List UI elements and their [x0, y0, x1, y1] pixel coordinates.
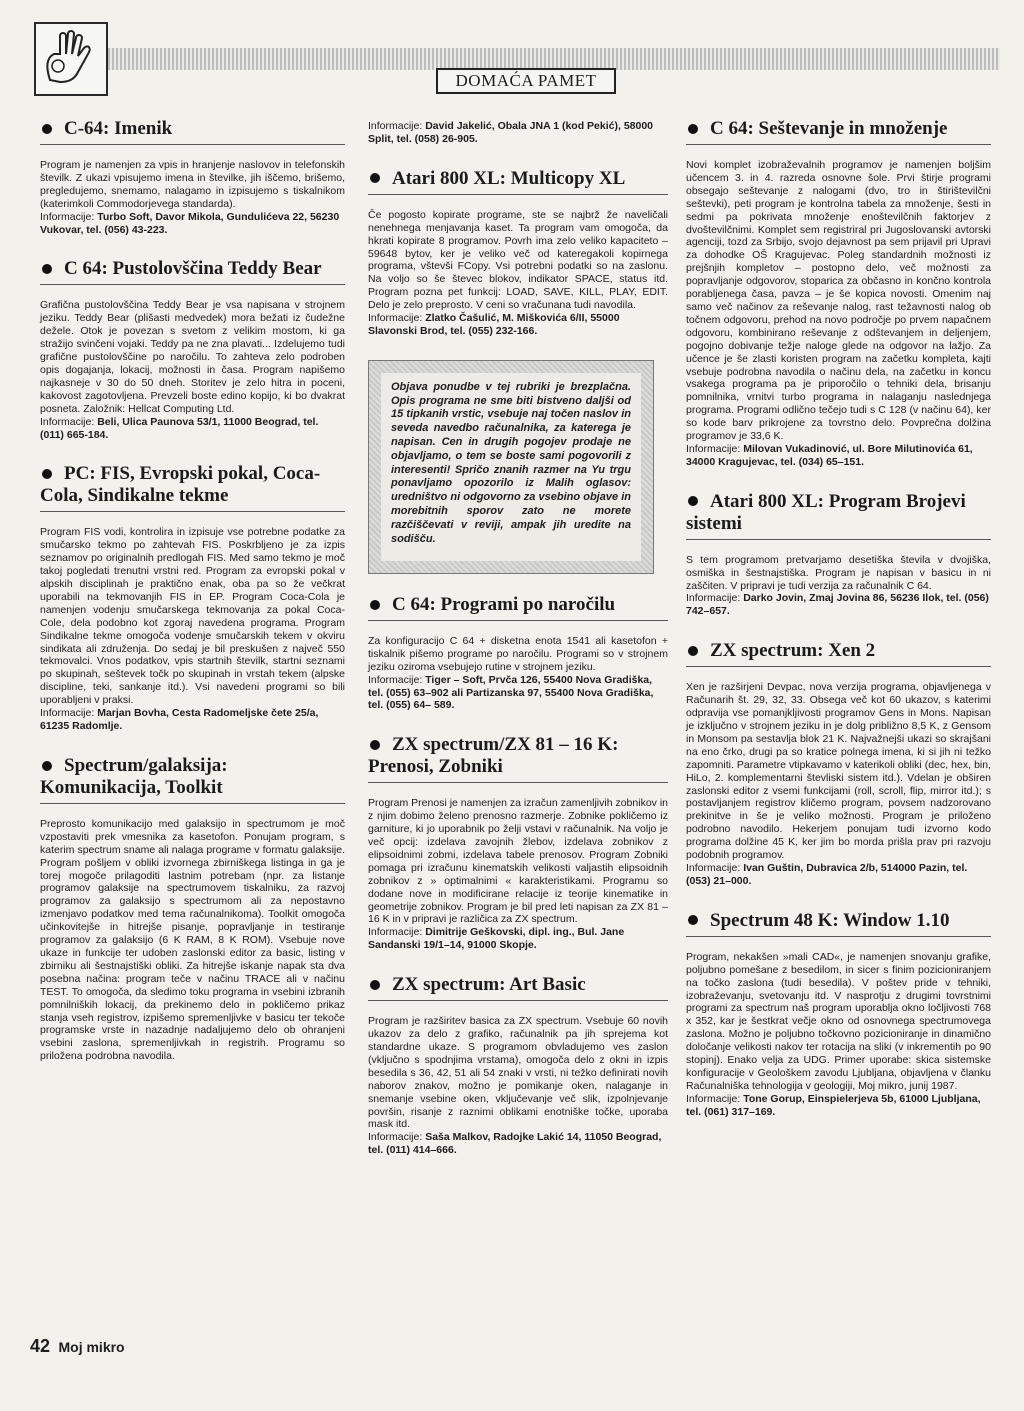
article-info: Informacije: Zlatko Čašulić, M. Miškovića 6/II, 55000 Slavonski Brod, tel. (055) 232-166. — [368, 312, 620, 337]
magazine-name: Moj mikro — [58, 1339, 125, 1355]
article — [40, 118, 345, 236]
bullet-icon — [688, 496, 698, 506]
article — [368, 168, 668, 338]
bullet-icon — [370, 600, 380, 610]
article-body: Program FIS vodi, kontrolira in izpisuje vse potrebne podatke za smučarsko tekmo po zahtevah FIS. Poskrbljeno je za izpis seznamov po originalnih predlogah FIS. Med samo tekmo je moč takoj pogledati trenutni vrstni red. Program za evropski pokal v alpskih disciplinah je praktično enak, oba pa so že večkrat uporabili na tekmovanjih FIS in EP. Program Coca-Cola je namenjen vodenju smučarskega tekmovanja za pokal Coca-Cole, dela podobno kot zgoraj navedena programa. Program Sindikalne tekme omogoča vodenje smučarskih tekem v okviru sindikata ali združenja. Do sedaj je bil preskušen z največ 550 tekmovalci. Vnos podatkov, vpis startnih številk, startni seznami po skupinah, seštevek točk po skupinah in vrstah tekem (alpske discipline, teki, sankanje itd.). Vsi navedeni programi so bili uporabljeni v praksi. — [40, 526, 345, 707]
article — [368, 120, 668, 146]
bullet-icon — [42, 264, 52, 274]
article-body: Grafična pustolovščina Teddy Bear je vsa napisana v strojnem jeziku. Teddy Bear (plišasti medvedek) mora bežati iz čudežne dežele. Otok je povezan s svetom z velikim mostom, ki ga stražijo svinčeni vojaki. Teddy pa ne zna plavati... Izdelujemo tudi grafične pustolovščine po naročilu. To zahteva zelo podroben opis dogajanja, lokacij, možnosti in časa. Program napišemo najkasneje v 30 do 50 dneh. Storitev je zelo hitra in poceni, kakovost zagotovljena. Prevzeli boste edino kopijo, ki bo dvakrat posneta. Založnik: Hellcat Computing Ltd. — [40, 299, 345, 415]
article-body: Xen je razširjeni Devpac, nova verzija programa, objavljenega v Računarih št. 29, 32, 33. Obsega več kot 60 ukazov, s katerimi odpravija vse pomanjkljivosti programov Gens in Mons. Napisan je izključno v strojnem jeziku in je dolg približno 8,5 K, z Gensom in Monsom pa sestavlja blok 21 K. Najvažnejši ukazi so skrajšani na eno črko, drugi pa so kratice polnega imena, ki si jih ni težko zapomniti. Parametre vtipkavamo v katerikoli obliki (dec, hex, bin, HiLo, 2. komplementarni števliski sistem itd.). Vdelan je obširen zaslonski editor z vsemi funkcijami (roll, scroll, flip, mirror itd.); s postavljanjem registrov kličemo program, povsem nadzorovano prekinitve in še je veliko možnosti. Program je priloženo podrobno navodilo. Hekerjem ponujam tudi izvorno kodo programa dolžine 45 K, ker jim bo morda prišla prav pri razvoju podobnih programov. — [686, 681, 991, 862]
article-info: Informacije: Ivan Guštin, Dubravica 2/b, 514000 Pazin, tel. (053) 21–000. — [686, 861, 968, 887]
section-label: DOMAĆA PAMET — [436, 68, 616, 94]
article-title: ZX spectrum: Xen 2 — [686, 640, 991, 667]
article-title: ZX spectrum: Art Basic — [368, 974, 668, 1001]
article-title: Spectrum/galaksija: Komunikacija, Toolkit — [40, 755, 345, 804]
column-2 — [368, 120, 668, 1179]
article — [686, 118, 991, 469]
article — [368, 594, 668, 712]
article — [368, 734, 668, 952]
article-body: Če pogosto kopirate programe, ste se najbrž že naveličali nenehnega menjavanja kaset. Ta program vam omogoča, da hkrati kopirate 8 programov. Povrh ima zelo veliko kapaciteto – 59648 bytov, ker je veliko več od kateregakoli kopirnega programa, vštevši FCopy. Vsi potrebni podatki so na zaslonu. Na voljo so še števec blokov, indikator SPACE, status itd. Program pozna pet funkcij: LOAD, SAVE, KILL, PLAY, EDIT. Delo je zelo preprosto. V ceni so vračunana tudi navodila. — [368, 208, 668, 312]
article-title: Atari 800 XL: Program Brojevi sistemi — [686, 491, 991, 540]
article-info: Informacije: Milovan Vukadinović, ul. Bore Milutinovića 61, 34000 Kragujevac, tel. (034) 65–151. — [686, 442, 973, 468]
article-info: Informacije: Beli, Ulica Paunova 53/1, 11000 Beograd, tel. (011) 665-184. — [40, 415, 319, 441]
article-title: C 64: Seštevanje in množenje — [686, 118, 991, 145]
article — [686, 640, 991, 888]
article-info: Informacije: Turbo Soft, Davor Mikola, Gundulićeva 22, 56230 Vukovar, tel. (056) 43-223. — [40, 210, 340, 236]
header-band — [40, 48, 1000, 70]
bullet-icon — [688, 915, 698, 925]
article-info: Informacije: Saša Malkov, Radojke Lakić 14, 11050 Beograd, tel. (011) 414–666. — [368, 1131, 662, 1157]
article-body: Program je namenjen za vpis in hranjenje naslovov in telefonskih številk. Z ukazi vpisujemo imena in številke, jih iščemo, brišemo, pregledujemo, snemamo, nalagamo in izpisujemo s tiskalnikom (katerimkoli Commodorjevega standarda). — [40, 159, 345, 210]
column-1 — [40, 118, 345, 1063]
bullet-icon — [370, 173, 380, 183]
article-info: Informacije: Marjan Bovha, Cesta Radomeljske čete 25/a, 61235 Radomlje. — [40, 707, 319, 732]
article-title: C-64: Imenik — [40, 118, 345, 145]
article — [686, 491, 991, 619]
bullet-icon — [42, 124, 52, 134]
article-title: Spectrum 48 K: Window 1.10 — [686, 910, 991, 937]
bullet-icon — [688, 124, 698, 134]
article-info: Informacije: Dimitrije Geškovski, dipl. ing., Bul. Jane Sandanski 19/1–14, 91000 Skopje. — [368, 926, 625, 952]
article-info: Informacije: David Jakelić, Obala JNA 1 (kod Pekić), 58000 Split, tel. (058) 26-905. — [368, 120, 654, 145]
article — [40, 258, 345, 441]
article-info: Informacije: Tone Gorup, Einspielerjeva 5b, 61000 Ljubljana, tel. (061) 317–169. — [686, 1092, 981, 1118]
article-body: Program Prenosi je namenjen za izračun zamenljivih zobnikov in z njim dobimo želeno prenosno razmerje. Zobnike pokličemo iz garniture, ki jo uporabnik po želji vstavi v računalnik. Na voljo je več opcij: izdelava zavojnih žlebov, izdelava zobnikov z elipsoidnimi zobmi, izdelava tabele prenosov. Program Zobniki pomaga pri izračunu kinematskih velikosti valjastih elipsoidnih zobnikov z » optimalnimi « karakteristikami. Programu so dodane nove in modificirane relacije iz teorije kinematike in geometrije zobnikov. Program je bil pred leti napisan za ZX 81 – 16 K in v pripravi je različica za ZX spectrum. — [368, 797, 668, 926]
article — [40, 755, 345, 1063]
notice-text: Objava ponudbe v tej rubriki je brezplačna. Opis programa ne sme biti bistveno daljši od 15 tipkanih vrstic, vsebuje naj točen naslov in seveda navedbo računalnika, za katerega je napisan. Cen in drugih pogojev prodaje ne objavljamo, o tem se boste sami pogovorili z interesenti! Spričo znanih razmer na Yu trgu ponavljamo opozorilo iz Malih oglasov: uredništvo ni odgovorno za vsebino objave in morebitnih sporov zato ne morete razčiščevati v reviji, ampak jih uredite na sodišču. — [381, 373, 641, 561]
article-title: PC: FIS, Evropski pokal, Coca-Cola, Sindikalne tekme — [40, 463, 345, 512]
article-body: Novi komplet izobraževalnih programov je namenjen boljšim učencem 3. in 4. razreda osnovne šole. Prvi štirje programi obsegajo seštevanje z nalogami (dvo, tro in štirištevilčni seštevki), peti program je kontrolna tabela za množenje, šesti in sedmi pa pokrivata množenje enoštevilčnih faktorjev z dvoštevilčnimi. Komplet sem registriral pri Jugoslovanski avtorski agenciji, tozd za Srbijo, svojo dejavnost pa sem prijavil pri Upravi za dohodke OŠ Kragujevac. Poleg standardnih možnosti iz prejšnjih kompletov – postopno delo, več možnosti za popravljanje odgovorov, stoparica za občasno in končno kontrola porabljenega časa, pavza – je še kopica novosti. Omenim naj samo več načinov za reševanje nalog, rast težavnosti nalog ob točnem odgovoru, prehod na novo področje po prvem napačnem odgovoru, kombinirano reševanje z odštevanjem in deljenjem, pogojno dobivanje težje naloge glede na odgovor na lažjo. Za učence je še zlasti koristen program na začetku kompleta, kajti vsebuje podrobna navodila o načinu dela, na začetku in koncu vsakega programa pa je priporočilo o tehniki dela, brisanju pomnilnika, vrnitvi turbo programa in nalaganju naslednjega programa. Programi odlično tečejo tudi s C 128 (v načinu 64), ker so kode barv prikrojene za tovrstno delo. Povprečna dolžina programov je 33,6 K. — [686, 159, 991, 443]
bullet-icon — [42, 761, 52, 771]
notice-box — [368, 360, 654, 574]
article-info: Informacije: Tiger – Soft, Prvča 126, 55400 Nova Gradiška, tel. (055) 63–902 ali Partizanska 97, 55400 Nova Gradiška, tel. (055) 64– 589. — [368, 673, 654, 712]
page-footer — [30, 1336, 125, 1357]
article-title: C 64: Pustolovščina Teddy Bear — [40, 258, 345, 285]
article-body: Za konfiguracijo C 64 + disketna enota 1541 ali kasetofon + tiskalnik pišemo programe po naročilu. Programi so v strojnem jeziku oziroma vsebujejo rutine v strojnem jeziku. — [368, 634, 668, 673]
article-body: Program, nekakšen »mali CAD«, je namenjen snovanju grafike, poljubno pomešane z besedilom, in sicer s finim pozicioniranjem na točko zaslona (tudi besedila). V poštev pride v tehniki, izobraževanju, svetovanju itd. V nasprotju z drugimi tovrstnimi programi za spectrum naš program uporablja okno ločljivosti 768 x 352, kar je šestkrat večje okno od osnovnega spectrumovega zaslona. Možno je poljubno točkovno pozicioniranje in dinamično določanje velikosti nakov ter rotacija na sliki (v inkrementih po 90 stopinj). Enako velja za UDG. Primer uporabe: skica sistemske konfiguracije v Geološkem zavodu Ljubljana, objavljena v članku Računalniška tehnologija v geologiji, Moj mikro, junij 1987. — [686, 950, 991, 1092]
bullet-icon — [42, 469, 52, 479]
article-body: Program je razširitev basica za ZX spectrum. Vsebuje 60 novih ukazov za delo z grafiko, računalnik pa jih sprejema kot standardne ukaze. S programom obvladujemo ves zaslon (vključno s spodnjima vrstama), omogoča delo z okni in izpis besedila s 36, 42, 51 ali 54 znaki v vrsti, ni težko definirati novih naborov znakov, možno je pomikanje oken, nalaganje in snemanje vsebine oken, vključevanje več slik, izpolnjevanje površin, risanje z raznimi oblikami enotniške točke, uporaba mask itd. — [368, 1015, 668, 1131]
article — [368, 974, 668, 1157]
article — [40, 463, 345, 733]
article-title: C 64: Programi po naročilu — [368, 594, 668, 621]
hand-logo-icon — [34, 22, 108, 96]
article-body: S tem programom pretvarjamo desetiška števila v dvojiška, osmiška in šestnajstiška. Program je napisan v basicu in ni zaščiten. V pripravi je tudi verzija za računalnik C 64. — [686, 553, 991, 592]
column-3 — [686, 118, 991, 1141]
bullet-icon — [688, 646, 698, 656]
article-info: Informacije: Darko Jovin, Zmaj Jovina 86, 56236 Ilok, tel. (056) 742–657. — [686, 592, 989, 618]
article-title: Atari 800 XL: Multicopy XL — [368, 168, 668, 195]
article-body: Preprosto komunikacijo med galaksijo in spectrumom je moč vzpostaviti prek vmesnika za kasetofon. Ponujam program, s katerim spectrum sname ali nalaga programe v formatu galaksije. Program pošljem v obliki izvornega zbirniškega listinga in ga je torej mogoče prilagoditi lastnim potrebam (npr. za listanje programov galaksije na spectrumovem tiskalniku, za razvoj programov za galaksijo s spectrumom ali za nepostavno izmenjavo podatkov med tema računalnikoma). Toolkit omogoča učinkovitejše in hitrejše pisanje, popravljanje in testiranje programov za galaksijo (6 K RAM, 8 K ROM). Vsebuje nove ukaze in funkcije ter udoben zaslonski editor za basic, listing v zbirniku ali šestnajstiški obliki. Za hitrejše iskanje napak sta dva posebna načina: program teče v načinu TRACE ali v načinu TEST. To omogoča, da sledimo toku programa in vsebini izbranih pomnilniških lokacij, da prekinemo delo in pokličemo prikaz stanja vseh registrov, izpišemo spremenljivke v basicu ter tekoče programske vrste in nazadnje nadaljujemo delo ob ohranjeni vsebini zaslona, spremenljivkah in registrih. Programu so priložena podrobna navodila. — [40, 817, 345, 1063]
bullet-icon — [370, 980, 380, 990]
page-number: 42 — [30, 1336, 51, 1356]
article-title: ZX spectrum/ZX 81 – 16 K: Prenosi, Zobniki — [368, 734, 668, 783]
bullet-icon — [370, 740, 380, 750]
article — [686, 910, 991, 1119]
